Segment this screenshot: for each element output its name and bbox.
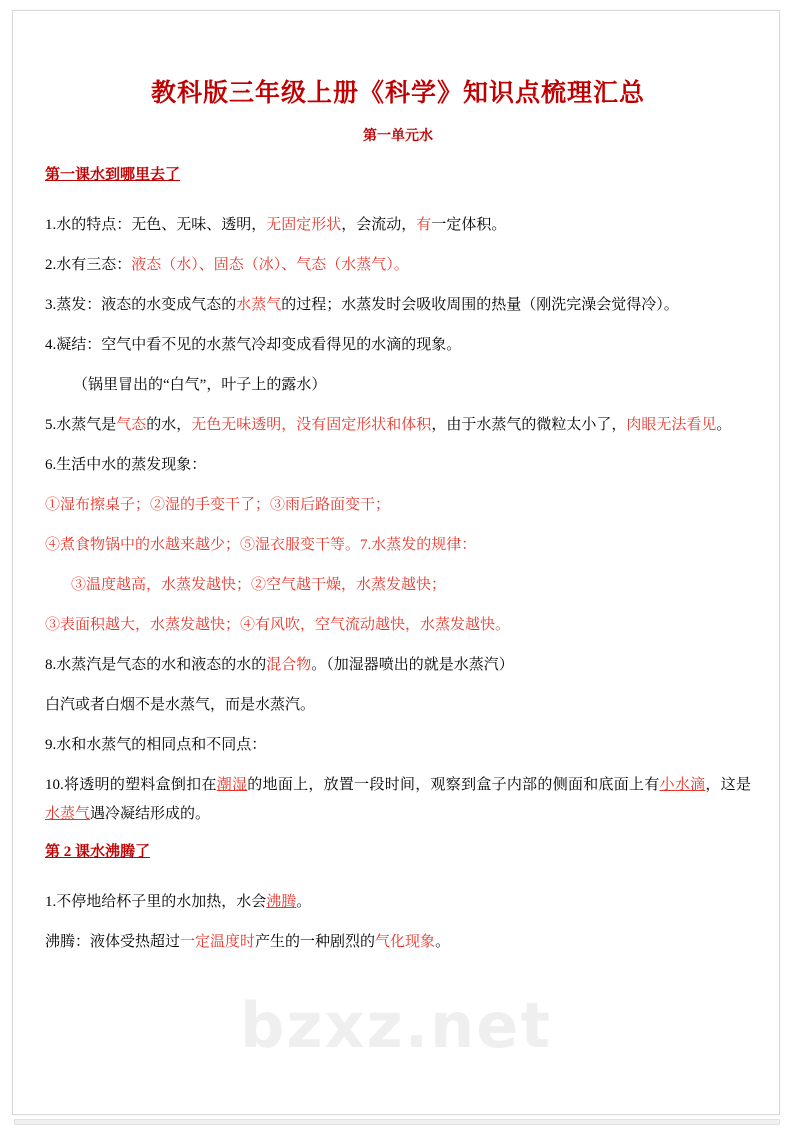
paragraph-item-1 <box>45 211 751 240</box>
paragraph-item-4 <box>45 331 751 360</box>
paragraph-item-5 <box>45 411 751 440</box>
text-run: 水蒸气 <box>236 297 282 313</box>
text-run: 的水， <box>146 417 192 433</box>
paragraph-item-6-b <box>45 531 751 560</box>
paragraph-item-6-a <box>45 491 751 520</box>
paragraph-item-7-a <box>45 571 751 600</box>
text-run: 一定温度时 <box>180 934 256 950</box>
section-heading-lesson2-wrap <box>45 840 751 875</box>
text-run: 产生的一种剧烈的 <box>255 934 376 950</box>
paragraph-item-4-note <box>45 371 751 400</box>
text-run: 。 <box>435 934 451 950</box>
text-run: ，会流动， <box>341 217 417 233</box>
text-run: 潮湿 <box>216 777 248 793</box>
text-run: 5.水蒸气是 <box>45 417 117 433</box>
paragraph-item-7-b <box>45 611 751 640</box>
text-run: 白汽或者白烟不是水蒸气，而是水蒸汽。 <box>45 697 316 713</box>
paragraph-item-3 <box>45 291 751 320</box>
text-run: 水蒸气 <box>45 806 91 822</box>
text-run: ，这是 <box>705 777 751 793</box>
text-run: 1.水的特点：无色、无味、透明， <box>45 217 267 233</box>
text-run: 4.凝结：空气中看不见的水蒸气冷却变成看得见的水滴的现象。 <box>45 337 462 353</box>
text-run: 3.蒸发：液态的水变成气态的 <box>45 297 237 313</box>
section-heading-lesson1-wrap <box>45 163 751 198</box>
paragraph-item-6 <box>45 451 751 480</box>
text-run: 小水滴 <box>659 777 706 793</box>
paragraph-item-2 <box>45 251 751 280</box>
unit-title: 第一单元水 <box>363 129 433 144</box>
paragraph-item-9 <box>45 731 751 760</box>
paragraph-lesson2-item-1 <box>45 888 751 917</box>
page-bottom-edge <box>14 1119 780 1125</box>
text-run: 。 <box>716 417 732 433</box>
text-run: 6.生活中水的蒸发现象： <box>45 457 207 473</box>
text-run: 一定体积。 <box>431 217 507 233</box>
text-run: 遇冷凝结形成的。 <box>90 806 211 822</box>
paragraph-item-8-note <box>45 691 751 720</box>
text-run: 1.不停地给杯子里的水加热，水会 <box>45 894 267 910</box>
text-run: 肉眼无法看见 <box>626 417 717 433</box>
text-run: 8.水蒸汽是气态的水和液态的水的 <box>45 657 267 673</box>
text-run: 。（加湿器喷出的就是水蒸汽） <box>311 657 514 673</box>
section-heading-lesson2: 第 2 课水沸腾了 <box>45 844 151 860</box>
page-title: 教科版三年级上册《科学》知识点梳理汇总 <box>150 78 645 107</box>
paragraph-item-10 <box>45 771 751 829</box>
text-run: 无固定形状 <box>266 217 342 233</box>
document-page <box>12 10 780 1115</box>
text-run: 液态（水）、固态（冰）、气态（水蒸气）。 <box>131 257 409 273</box>
text-run: ，由于水蒸气的微粒太小了， <box>431 417 627 433</box>
text-run: 10.将透明的塑料盒倒扣在 <box>45 777 217 793</box>
text-run: ④煮食物锅中的水越来越少；⑤湿衣服变干等。7.水蒸发的规律： <box>45 537 477 553</box>
text-run: （锅里冒出的“白气”，叶子上的露水） <box>73 377 327 393</box>
section-heading-lesson1: 第一课水到哪里去了 <box>45 167 181 183</box>
text-run: 有 <box>416 217 432 233</box>
text-run: 气化现象 <box>375 934 436 950</box>
text-run: 的过程；水蒸发时会吸收周围的热量（刚洗完澡会觉得冷）。 <box>281 297 679 313</box>
text-run: 沸腾 <box>266 894 297 910</box>
document-content <box>45 73 751 968</box>
text-run: 。 <box>296 894 312 910</box>
text-run: 无色无味透明，没有固定形状和体积 <box>191 417 432 433</box>
watermark: bzxz.net <box>240 989 552 1062</box>
text-run: 9.水和水蒸气的相同点和不同点： <box>45 737 267 753</box>
text-run: ③表面积越大，水蒸发越快；④有风吹，空气流动越快，水蒸发越快。 <box>45 617 511 633</box>
paragraph-lesson2-item-2 <box>45 928 751 957</box>
text-run: 2.水有三态： <box>45 257 132 273</box>
text-run: 气态 <box>116 417 147 433</box>
paragraph-item-8 <box>45 651 751 680</box>
text-run: ③温度越高，水蒸发越快；②空气越干燥，水蒸发越快； <box>71 577 447 593</box>
text-run: 的地面上，放置一段时间，观察到盒子内部的侧面和底面上有 <box>247 777 660 793</box>
text-run: 沸腾：液体受热超过 <box>45 934 181 950</box>
text-run: ①湿布擦桌子；②湿的手变干了；③雨后路面变干； <box>45 497 391 513</box>
text-run: 混合物 <box>266 657 312 673</box>
